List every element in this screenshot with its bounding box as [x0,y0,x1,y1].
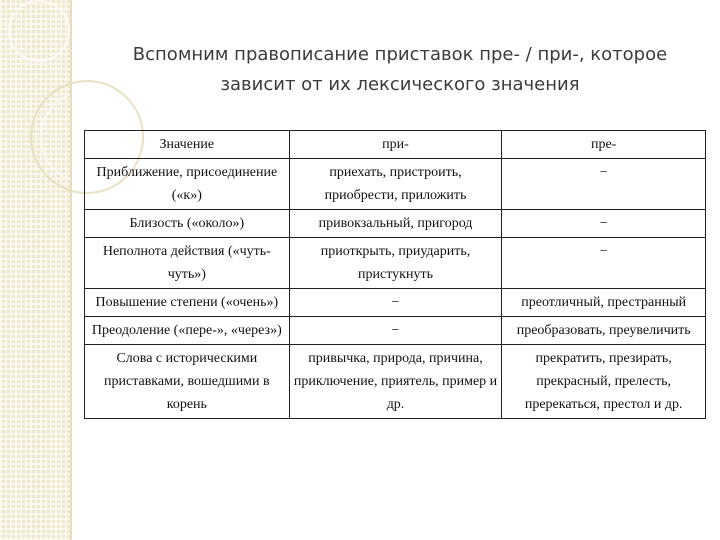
table-row [85,159,706,210]
meaning-cell: Близость («около») [85,210,290,238]
decorative-ring [8,0,70,62]
pre-cell: − [502,238,706,289]
panel-divider [70,0,72,540]
pri-cell: приехать, пристроить, приобрести, приложить [289,159,502,210]
meaning-cell: Преодоление («пере-», «через») [85,317,290,345]
table-row [85,289,706,317]
pre-cell: − [502,159,706,210]
header-pri: при- [289,131,502,159]
header-meaning: Значение [85,131,290,159]
table-row [85,317,706,345]
table-header-row [85,131,706,159]
pri-cell: привокзальный, пригород [289,210,502,238]
pre-cell: − [502,210,706,238]
prefix-table [84,130,706,419]
pri-cell: привычка, природа, причина, приключение, приятель, пример и др. [289,345,502,419]
meaning-cell: Повышение степени («очень») [85,289,290,317]
pri-cell: − [289,317,502,345]
meaning-cell: Приближение, присоединение («к») [85,159,290,210]
header-pre: пре- [502,131,706,159]
table-row [85,238,706,289]
decorative-side-panel [0,0,70,540]
pre-cell: преотличный, престранный [502,289,706,317]
meaning-cell: Неполнота действия («чуть-чуть») [85,238,290,289]
table-row [85,210,706,238]
pre-cell: преобразовать, преувеличить [502,317,706,345]
table-row [85,345,706,419]
slide-title-line-1: Вспомним правописание приставок пре- / при-, которое [132,44,668,65]
pri-cell: приоткрыть, приударить, пристукнуть [289,238,502,289]
pre-cell: прекратить, презирать, прекрасный, прелесть, пререкаться, престол и др. [502,345,706,419]
meaning-cell: Слова с историческими приставками, вошедшими в корень [85,345,290,419]
pri-cell: − [289,289,502,317]
slide-title-line-2: зависит от их лексического значения [220,74,580,95]
slide-title [100,40,700,100]
